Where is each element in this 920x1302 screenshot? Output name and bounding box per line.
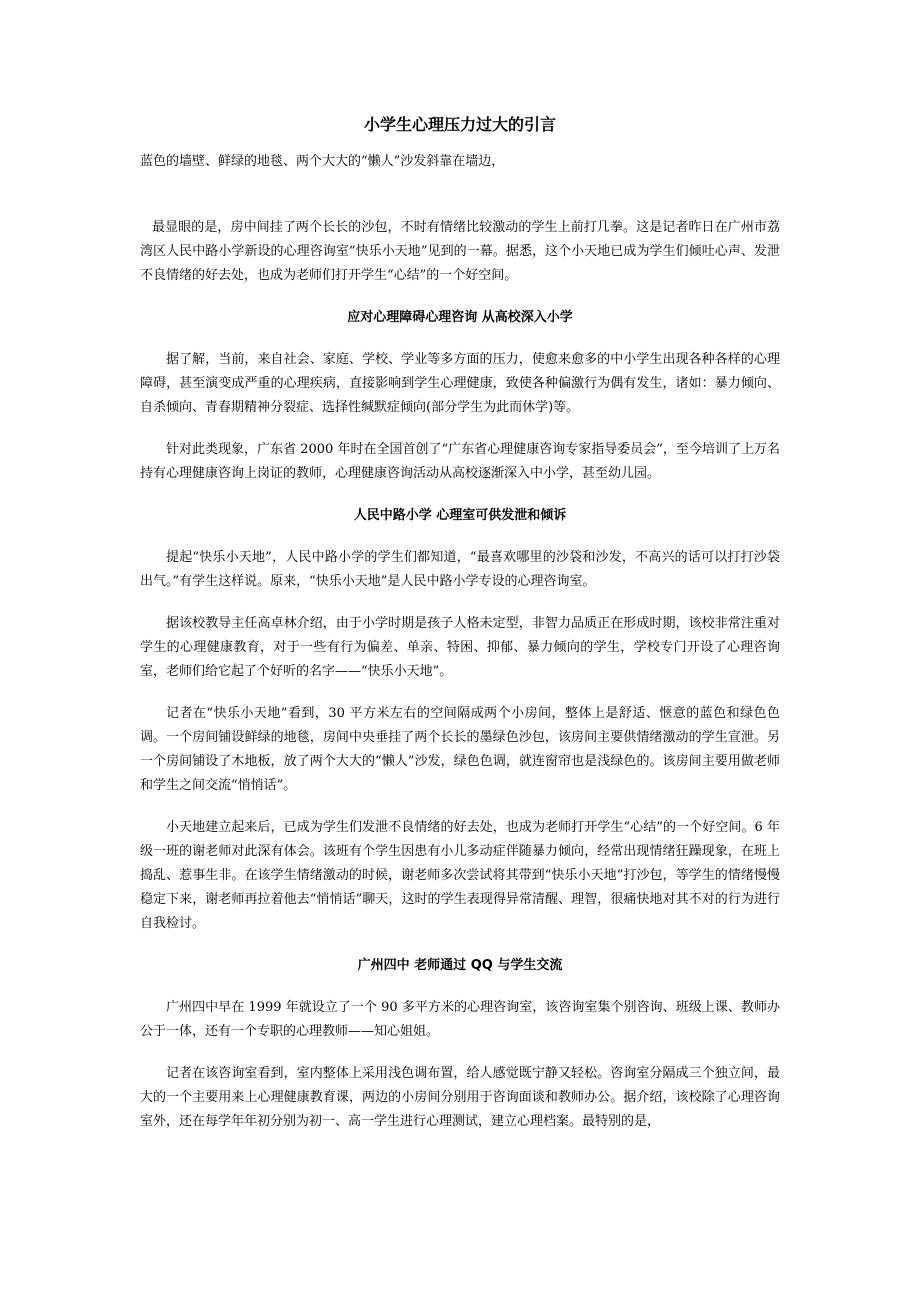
paragraph-7: 小天地建立起来后，已成为学生们发泄不良情绪的好去处，也成为老师打开学生“心结”的一个好空间。6 年级一班的谢老师对此深有体会。该班有个学生因患有小儿多动症伴随暴力倾向，经常出现情绪狂躁现象，在班上捣乱、惹事生非。在该学生情绪激动的时候，谢老师多次尝试将其带到“快乐小天地”打沙包，等学生的情绪慢慢稳定下来，谢老师再拉着他去“悄悄话”聊天，这时的学生表现得异常清醒、理智，很痛快地对其不对的行为进行自我检讨。 [140, 820, 780, 931]
section-heading-2: 人民中路小学 心理室可供发泄和倾诉 [353, 508, 567, 523]
paragraph-2: 据了解，当前，来自社会、家庭、学校、学业等多方面的压力，使愈来愈多的中小学生出现各种各样的心理障碍，甚至演变成严重的心理疾病，直接影响到学生心理健康，致使各种偏激行为偶有发生，诸如：暴力倾向、自杀倾向、青春期精神分裂症、选择性缄默症倾向(部分学生为此而休学)等。 [140, 352, 780, 415]
document-title: 小学生心理压力过大的引言 [363, 115, 556, 134]
intro-paragraph: 蓝色的墙壁、鲜绿的地毯、两个大大的“懒人”沙发斜靠在墙边， [140, 154, 505, 169]
section-heading-1: 应对心理障碍心理咨询 从高校深入小学 [347, 310, 573, 325]
paragraph-6: 记者在“快乐小天地”看到，30 平方米左右的空间隔成两个小房间，整体上是舒适、惬意的蓝色和绿色色调。一个房间铺设鲜绿的地毯，房间中央垂挂了两个长长的墨绿色沙包，该房间主要供情绪激动的学生宣泄。另一个房间铺设了木地板，放了两个大大的“懒人”沙发，绿色色调，就连窗帘也是浅绿色的。该房间主要用做老师和学生之间交流“悄悄话”。 [140, 706, 780, 793]
paragraph-4: 提起“快乐小天地”，人民中路小学的学生们都知道，“最喜欢哪里的沙袋和沙发，不高兴的话可以打打沙袋出气。”有学生这样说。原来，“快乐小天地”是人民中路小学专设的心理咨询室。 [140, 550, 780, 589]
paragraph-8: 广州四中早在 1999 年就设立了一个 90 多平方米的心理咨询室，该咨询室集个别咨询、班级上课、教师办公于一体，还有一个专职的心理教师——知心姐姐。 [140, 1000, 780, 1039]
paragraph-3: 针对此类现象，广东省 2000 年时在全国首创了“广东省心理健康咨询专家指导委员会”，至今培训了上万名持有心理健康咨询上岗证的教师，心理健康咨询活动从高校逐渐深入中小学，甚至幼儿园。 [140, 442, 780, 481]
paragraph-5: 据该校教导主任高卓林介绍，由于小学时期是孩子人格未定型，非智力品质正在形成时期，该校非常注重对学生的心理健康教育，对于一些有行为偏差、单亲、特困、抑郁、暴力倾向的学生，学校专门开设了心理咨询室，老师们给它起了个好听的名字——“快乐小天地”。 [140, 616, 780, 679]
document-page [140, 110, 780, 1152]
section-heading-3: 广州四中 老师通过 QQ 与学生交流 [357, 958, 563, 973]
paragraph-1: 最显眼的是，房中间挂了两个长长的沙包，不时有情绪比较激动的学生上前打几拳。这是记者昨日在广州市荔湾区人民中路小学新设的心理咨询室“快乐小天地”见到的一幕。据悉，这个小天地已成为学生们倾吐心声、发泄不良情绪的好去处，也成为老师们打开学生“心结”的一个好空间。 [140, 220, 780, 283]
paragraph-9: 记者在该咨询室看到，室内整体上采用浅色调布置，给人感觉既宁静又轻松。咨询室分隔成三个独立间，最大的一个主要用来上心理健康教育课，两边的小房间分别用于咨询面谈和教师办公。据介绍，该校除了心理咨询室外，还在每学年年初分别为初一、高一学生进行心理测试，建立心理档案。最特别的是， [140, 1066, 780, 1129]
